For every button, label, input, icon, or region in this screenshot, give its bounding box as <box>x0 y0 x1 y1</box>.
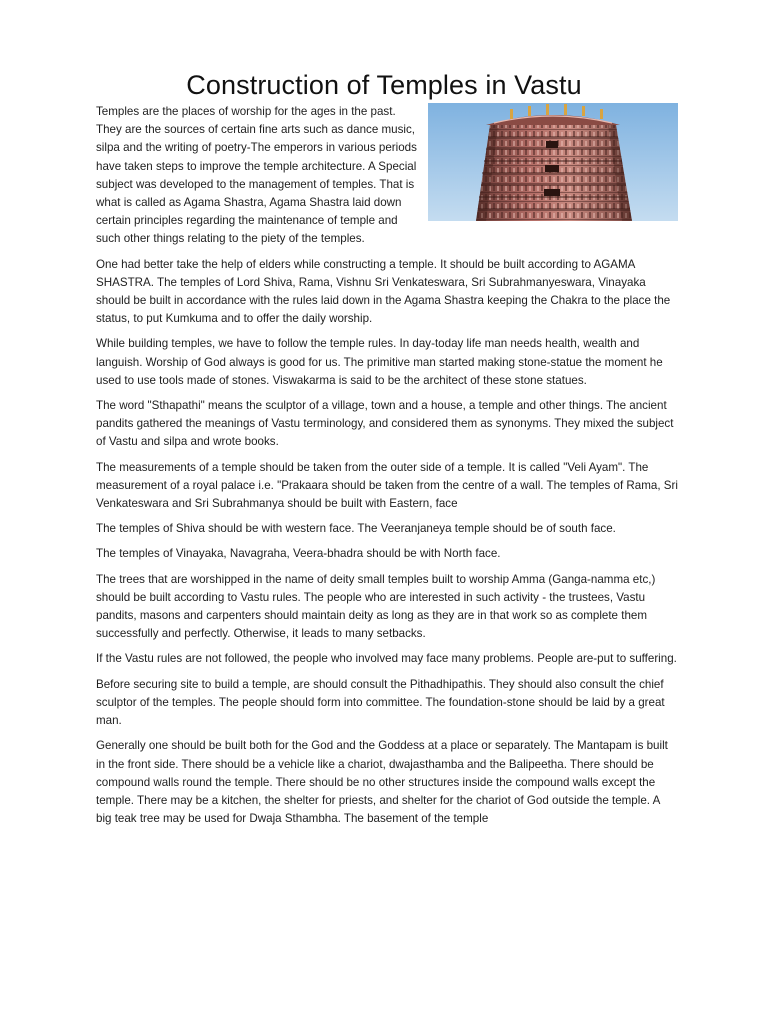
paragraph: One had better take the help of elders while constructing a temple. It should be built according to AGAMA SHASTRA. The temples of Lord Shiva, Rama, Vishnu Sri Venkateswara, Sri Subrahmanyeswara, Vinayaka should be built in accordance with the rules laid down in the Agama Shastra keeping the Chakra to the place the status, to put Kumkuma and to offer the daily worship. <box>96 257 671 326</box>
temple-gopuram-image <box>428 103 678 221</box>
paragraph: If the Vastu rules are not followed, the people who involved may face many problems. People are-put to suffering. <box>96 652 677 666</box>
page-title: Construction of Temples in Vastu <box>186 70 582 100</box>
paragraph: The temples of Shiva should be with western face. The Veeranjaneya temple should be of south face. <box>96 522 616 536</box>
paragraph: Generally one should be built both for the God and the Goddess at a place or separately. The Mantapam is built in the front side. There should be a vehicle like a chariot, dwajasthamba and the Balipeetha. There should be compound walls round the temple. There should be no other structures inside the compound walls except the temple. There may be a kitchen, the shelter for priests, and shelter for the chariot of God outside the temple. A big teak tree may be used for Dwaja Sthambha. The basement of the temple <box>96 739 668 826</box>
article-body <box>96 103 678 835</box>
paragraph: The measurements of a temple should be taken from the outer side of a temple. It is called "Veli Ayam". The measurement of a royal palace i.e. "Prakaara should be taken from the centre of a wall. The temples of Rama, Sri Venkateswara and Sri Subrahmanya should be built with Eastern, face <box>96 460 678 511</box>
paragraph: Before securing site to build a temple, are should consult the Pithadhipathis. They should also consult the chief sculptor of the temples. The people should form into committee. The foundation-stone should be laid by a great man. <box>96 677 665 728</box>
temple-gopuram-icon <box>428 103 678 221</box>
paragraph: The trees that are worshipped in the name of deity small temples built to worship Amma (Ganga-namma etc,) should be built according to Vastu rules. The people who are interested in such activity - the trustees, Vastu pandits, masons and carpenters should maintain deity as long as they are in that work so as complete them successfully and perfectly. Otherwise, it leads to many setbacks. <box>96 572 656 641</box>
paragraph: While building temples, we have to follow the temple rules. In day-today life man needs health, wealth and languish. Worship of God always is good for us. The primitive man started making stone-statue the moment he used to use tools made of stones. Viswakarma is said to be the architect of these stone statues. <box>96 337 663 387</box>
paragraph: The word "Sthapathi" means the sculptor of a village, town and a house, a temple and other things. The ancient pandits gathered the meanings of Vastu terminology, and considered them as synonyms. They mixed the subject of Vastu and silpa and wrote books. <box>96 399 674 449</box>
paragraph: The temples of Vinayaka, Navagraha, Veera-bhadra should be with North face. <box>96 547 501 561</box>
paragraph: Temples are the places of worship for the ages in the past. They are the sources of certain fine arts such as dance music, silpa and the writing of poetry-The emperors in various periods have taken steps to improve the temple architecture. A Special subject was developed to the management of temples. That is what is called as Agama Shastra, Agama Shastra laid down certain principles regarding the maintenance of temple and such other things relating to the piety of the temples. <box>96 105 417 246</box>
